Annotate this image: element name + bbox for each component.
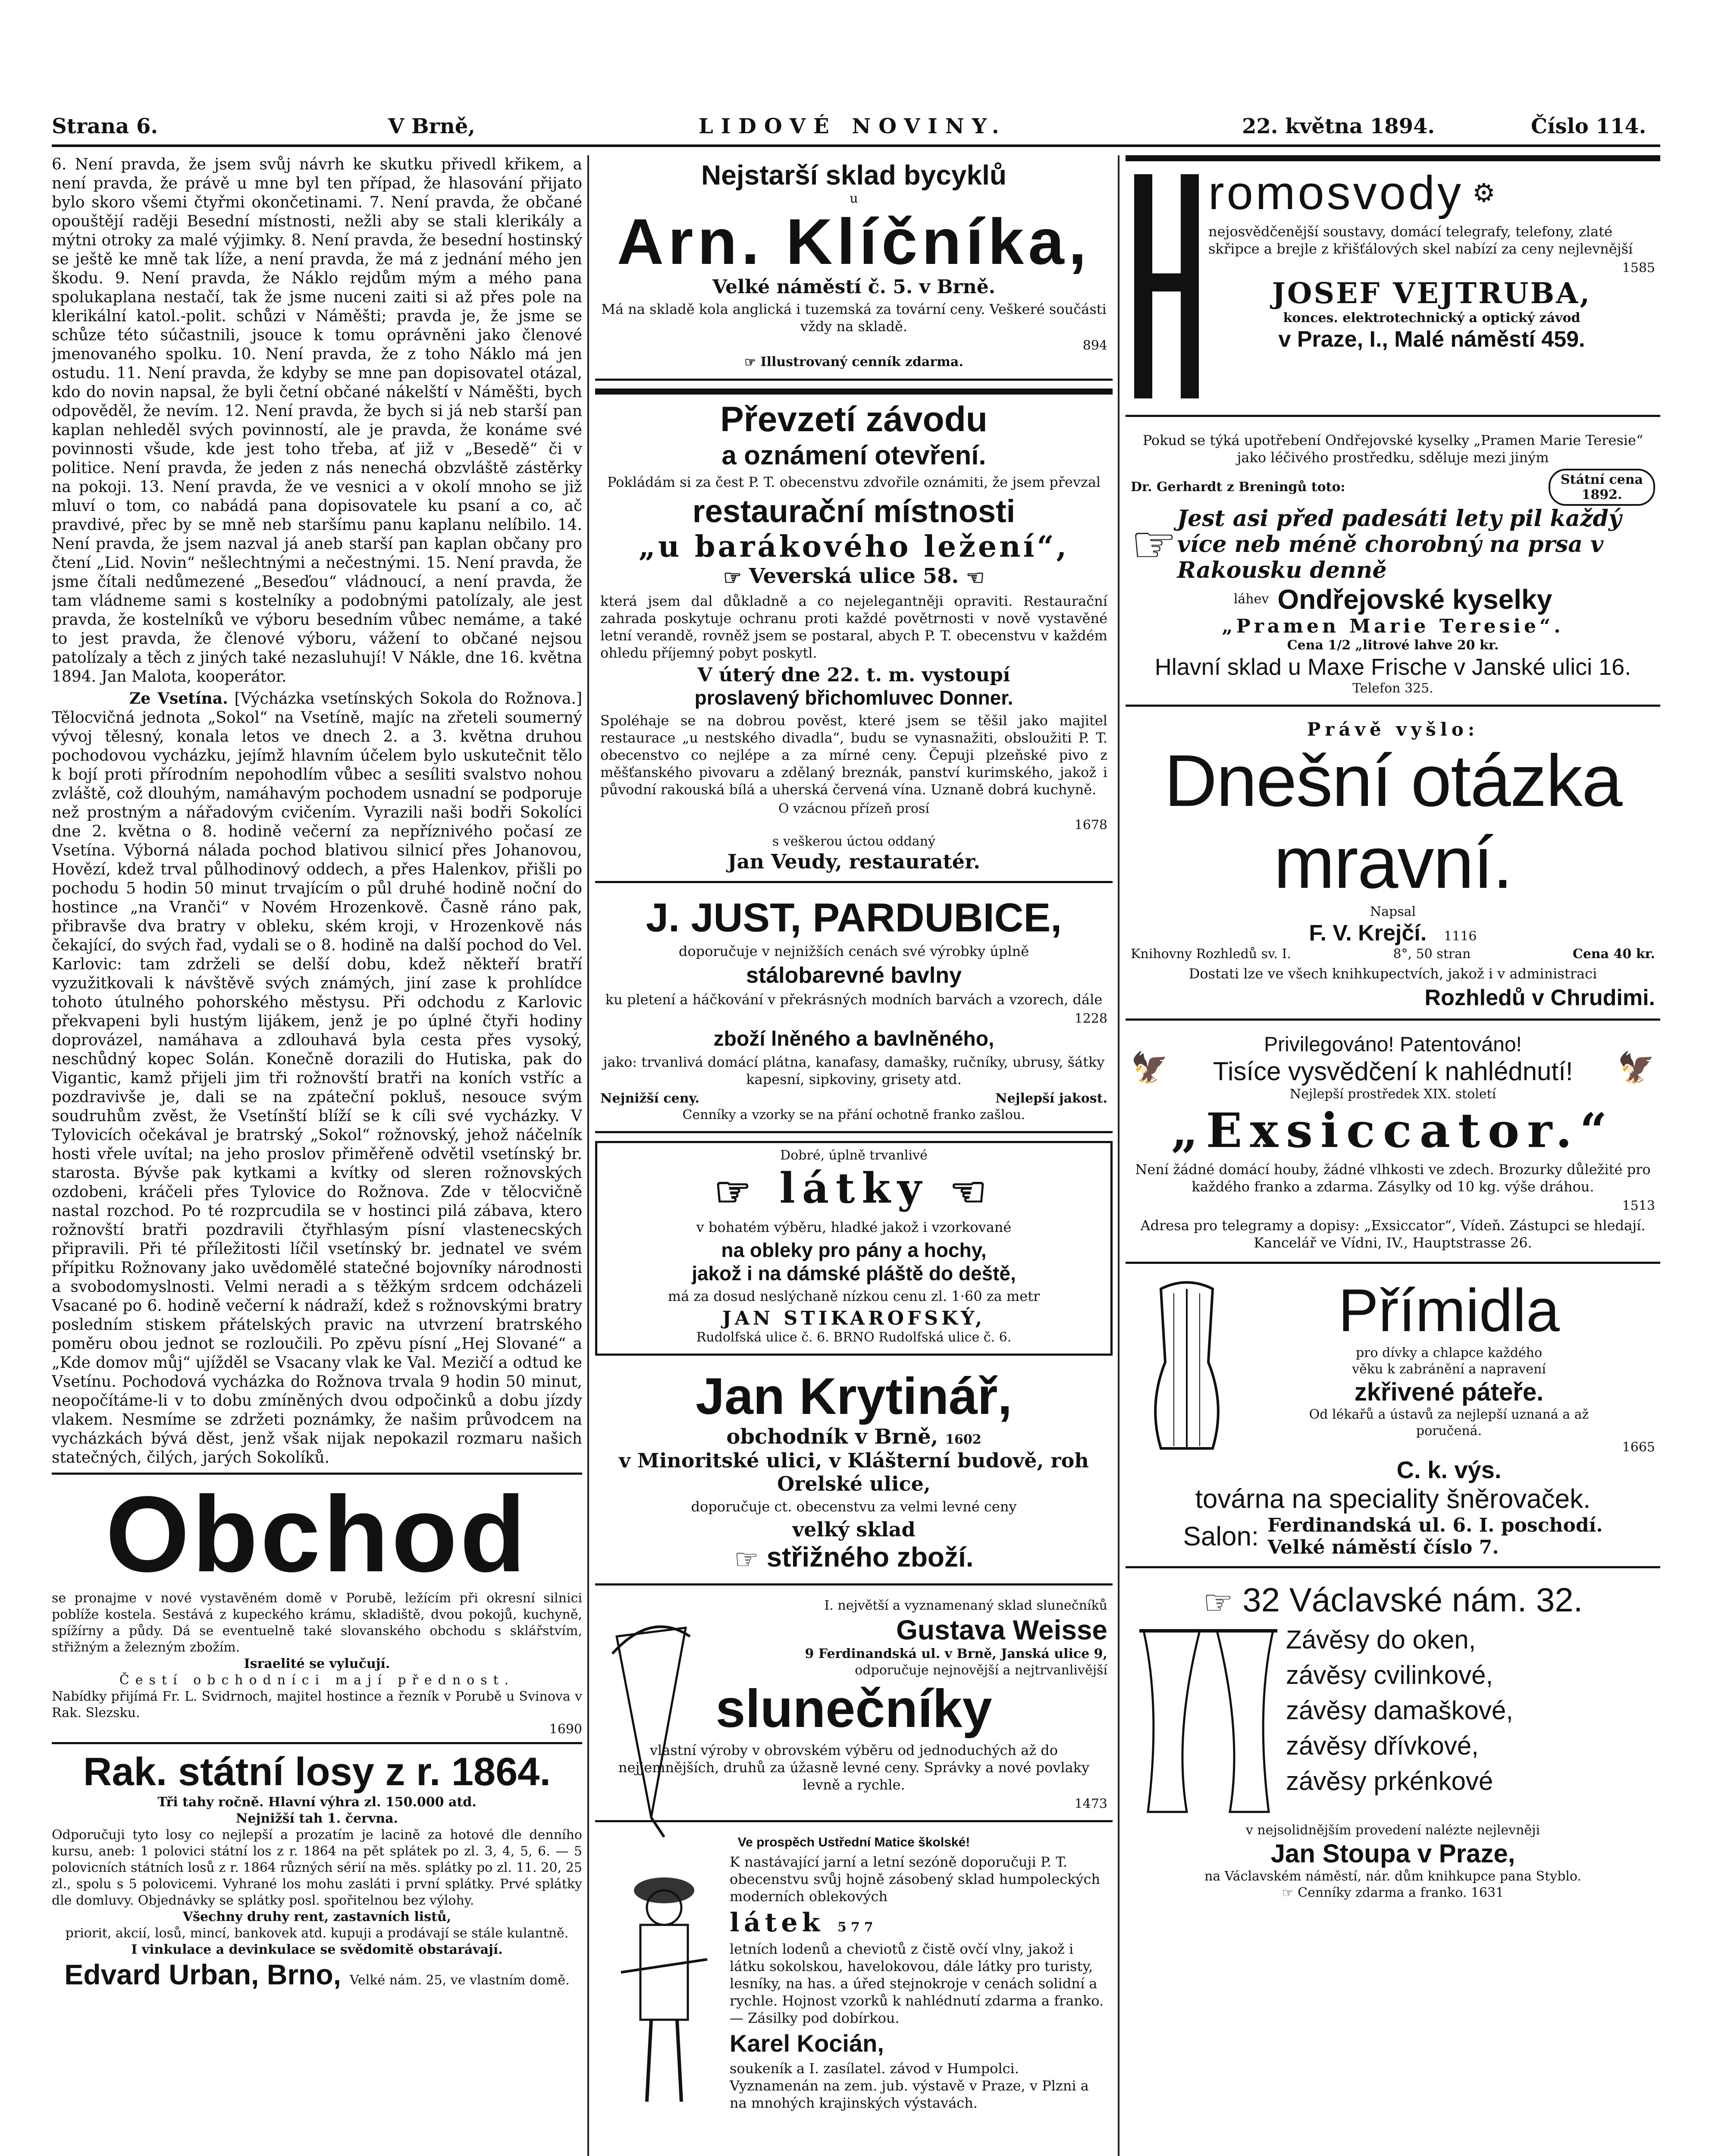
- ad-title: Přímidla: [1338, 1276, 1560, 1344]
- ad-line: jakož i na dámské pláště do deště,: [692, 1262, 1016, 1285]
- ad-weisse: [595, 1593, 1113, 1822]
- ad-line: láhev: [1233, 592, 1269, 607]
- ad-firm: Jan Stoupa v Praze,: [1270, 1839, 1515, 1868]
- ad-text: K nastávající jarní a letní sezóně doporučuji P. T. obecenstvu svůj hojně zásobený sklad humpoleckých moderních oblekových: [730, 1853, 1101, 1905]
- ad-number: 1665: [1622, 1440, 1655, 1455]
- ad-address: Velké nám. 25, ve vlastním domě.: [350, 1973, 570, 1988]
- ad-text: doporučuje v nejnižších cenách své výrobky úplně: [678, 943, 1029, 959]
- ad-line: priorit, akcií, losů, mincí, bankovek atd. kupuji a prodávají se stále kulantně.: [65, 1926, 569, 1941]
- ad-line: Cenníky a vzorky se na přání ochotně franko zašlou.: [682, 1107, 1025, 1122]
- ad-heading: Ve prospěch Ustřední Matice školské!: [737, 1835, 970, 1849]
- ad-address: ☞ 32 Václavské nám. 32.: [1203, 1581, 1583, 1621]
- ad-line: Nejnižší tah 1. června.: [236, 1811, 398, 1826]
- ad-text: se pronajme v nové vystavěném domě v Porubě, ležícím při okresní silnici poblíže kostela. Sestává z kupeckého krámu, skladiště, dvou pokojů, kuchyně, spížírny a půdy. Dá se eventuelně také slovanského obchodu s sklářstvím, střižným a železným zbožím.: [52, 1591, 582, 1655]
- ad-text: doporučuje ct. obecenstvu za velmi levné ceny: [691, 1498, 1017, 1515]
- ad-title: Jan Krytinář,: [696, 1367, 1012, 1426]
- ad-title: restaurační místnosti: [692, 493, 1016, 529]
- pointing-hand-icon: ☞: [1282, 1885, 1294, 1901]
- ad-line: 8°, 50 stran: [1393, 946, 1471, 962]
- gear-icon: ⚙: [1472, 178, 1496, 208]
- ad-line: s veškerou úctou oddaný: [772, 834, 935, 849]
- ad-line: Dr. Gerhardt z Breningů toto:: [1131, 479, 1345, 495]
- ad-otazka: [1126, 714, 1660, 1021]
- ad-restaurant: [595, 389, 1113, 883]
- ad-address: Rudolfská ulice č. 6. BRNO Rudolfská ulice č. 6.: [696, 1330, 1012, 1345]
- ad-number: 1513: [1622, 1198, 1655, 1213]
- ad-title: Dnešní otázka mravní.: [1164, 740, 1622, 904]
- column-divider: [587, 155, 589, 2156]
- ad-line: Cena 40 kr.: [1572, 946, 1655, 962]
- curtain-icon: [1131, 1622, 1286, 1822]
- issue-date: 22. května 1894.: [1242, 114, 1435, 138]
- ad-text: jako: trvanlivá domácí plátna, kanafasy, damašky, ručníky, ubrusy, šátky kapesní, sipkoviny, grisety atd.: [603, 1053, 1105, 1087]
- ad-line: konces. elektrotechnický a optický závod: [1283, 310, 1580, 326]
- ad-title: látek 577: [730, 1907, 878, 1938]
- ad-line: Nejlepší jakost.: [995, 1091, 1107, 1106]
- ad-line: věku k zabránění a napravení: [1352, 1362, 1546, 1377]
- column-right: [1126, 155, 1660, 2156]
- ad-losy: [52, 1742, 582, 1991]
- ad-latky: [595, 1141, 1113, 1356]
- ad-firm: Jan Veudy, restauratér.: [727, 849, 981, 873]
- ad-title: Nejstarší sklad bycyklů: [701, 160, 1007, 191]
- ad-number: 1602: [945, 1432, 981, 1448]
- ad-text: vlastní výroby v obrovském výběru od jednoduchých až do nejjemnějších, druhů za úžasně levné ceny. Správky a nové povlaky levně a rychle.: [618, 1742, 1090, 1793]
- ad-line: Israelité se vylučují.: [244, 1656, 390, 1671]
- letter-h-emblem-icon: [1134, 174, 1199, 398]
- ad-line: Telefon 325.: [1352, 681, 1433, 696]
- ad-text: nejosvědčenější soustavy, domácí telegrafy, telefony, zlaté skřipce a brejle z křišťálových skel nabízí za ceny nejlevnější: [1208, 223, 1633, 257]
- column-divider: [1118, 155, 1119, 2156]
- corset-icon: [1131, 1276, 1243, 1484]
- article-vsetin: Ze Vsetína. [Výcházka vsetínských Sokola do Rožnova.] Tělocvičná jednota „Sokol“ na Vsetíně, majíc na zřeteli soumerný vývoj tělesný, konala letos ve dnech 2. a 3. května druhou pochodovou vycházku, jejímž hlavním účelem bylo uskutečnit tělo k bojí proti přírodním nepohodlím vůbec a sesíliti svalstvo nohou zvláště, což dlouhým, namáhavým pochodem usnadní se podporuje než prostným a nářadovým cvičením. Vyrazili naši bodři Sokolíci dne 2. května o 8. hodině večerní za nepříznivého počasí ze Vsetína. Výborná nálada pochod blativou silnicí přes Johanovou, Hovězí, kdež trval půlhodinový oddech, a přes Halenkov, přišli po pochodu 5 hodin 50 minut trvajícím o půl druhé hodině noční do hostince „na Vranči“ v Novém Hrozenkově. Časně ráno pak, přibravše dva bratry v obleku, ském kroji, v Hrozenkově nás čekající, do svých řad, vydali se o 8. hodině na další pochod do Vel. Karlovic: tam zdrželi se delší dobu, kdež někteří bratří vyzužitkovali k návštěvě svých známých, jiní zase k prohlídce tohoto útulného pohorského městysu. Při odchodu z Karlovic překvapeni byli hustým lijákem, jenž je po úplné čtyři hodiny doprovázel, namáhava a zdlouhavá byla cesta přes vysoký, neschůdný kopec Solán. Konečně dorazili do Hutiska, pak do Vigantic, kamž přijeli jim tři rožnovští bratři na koních vstříc a pozdravivše je, dali se na zpáteční pokluš, nesouce svým soudruhům zvěst, že Vsetínští blíží se k cíli své vycházky. V Tylovicích očekával je bratrský „Sokol“ rožnovský, jehož náčelník hosti vřele uvítal; na jeho proslov přiměřeně odvětil vsetínský br. starosta. Bývše pak kytkami a kvítky od sleren rožnovských ozdobeni, kráčeli přes Tylovice do Rožnova. Zde v tělocvičně nastal rozchod. Po té rozprcudila se v hostinci pilá zábava, ktero rožnovští bratři pozdravili čtyřhlasým písní vlastenecských připravili. Při té příležitosti líčil vsetínský br. jednatel ve svém přípitku Rožnovany jako uvědomělé statečné bojovníky národnosti a svobodomyslnosti. Velmi neradi a s těžkým srdcem odcházeli Vsacané po 6. hodině večerní k nádraží, kdež s rožnovskými bratry posledním stiskem přátelských pravic na utvrzení bratrského poměru obou jednot se rozloučili. Po zpěvu písní „Hej Slované“ a „Kde domov můj“ ujížděl se Vsacany vlak ke Val. Mezičí a odtud ke Vsetínu. Pochodová vycházka do Rožnova trvala 9 hodin 50 minut, neopočítáme-li v to dobu zmíněných dvou odpočinků a dobu jízdy vlakem. Nesmíme se zdržeti poznámky, že našim průvodcem na vycházkách bývá děst, jenž však nijak nepokazil rozmaru našich statečných, čilých, jarých Sokolíků.: [52, 689, 582, 1467]
- ad-line: Hlavní sklad u Maxe Frische v Janské ulici 16.: [1154, 654, 1631, 680]
- ad-line: Cena 1/2 „litrové lahve 20 kr.: [1287, 638, 1499, 653]
- ad-address: Velké náměstí č. 5. v Brně.: [712, 276, 996, 298]
- ad-text: soukeník a I. zasílatel. závod v Humpolci. Vyznamenán na zem. jub. výstavě v Praze, v Plzni a na mnohých krajinských výstavách.: [730, 2060, 1089, 2111]
- ad-line: Napsal: [1370, 904, 1416, 919]
- ad-line: Nejnižší ceny.: [600, 1091, 699, 1106]
- ad-line: Nejlepší prostředek XIX. století: [1289, 1087, 1496, 1102]
- ad-text: Odporučuji tyto losy co nejlepší a prozatím je lacině za hotové dle denního kursu, aneb: 1 polovici státní los z r. 1864 na pět splátek po zl. 3, 4, 5, 6. — 5 polovicních státních losů z r. 1864 různých sérií na měs. splátky po zl. 11. 20, 25 zl., spolu s 5 polovicemi. Vyhrané los mohu zasláti i první splátky. Prvé splátky dle domluvy. Objednávky se splátky posl. spořitelnou bez výlohy.: [52, 1827, 582, 1908]
- ad-number: 1631: [1471, 1885, 1504, 1900]
- ad-exsiccator: [1126, 1028, 1660, 1264]
- pointing-hand-icon: ☞: [714, 1167, 758, 1216]
- ad-firm: JAN STIKAROFSKÝ,: [722, 1307, 986, 1330]
- ad-text: Pokládám si za čest P. T. obecenstvu zdvořile oznámiti, že jsem převzal: [607, 474, 1101, 490]
- ad-text: má za dosud neslýchaně nízkou cenu zl. 1·60 za metr: [668, 1288, 1040, 1305]
- ad-line: Privilegováno! Patentováno!: [1264, 1033, 1522, 1056]
- pointing-hand-icon: ☞: [1203, 1583, 1233, 1621]
- ad-line: Právě vyšlo:: [1307, 719, 1479, 740]
- ad-obchod: [52, 1473, 582, 1738]
- column-left: [52, 155, 582, 2156]
- ad-line: v nejsolidnějším provedení nalézte nejlevněji: [1245, 1822, 1540, 1838]
- parasol-icon: [599, 1602, 703, 1843]
- ad-firm: Karel Kocián,: [730, 2029, 884, 2057]
- ad-address: ☞ Veverská ulice 58. ☜: [723, 564, 985, 590]
- ad-firm: Edvard Urban, Brno,: [64, 1959, 342, 1990]
- ad-title: Převzetí závodu: [720, 400, 988, 439]
- ad-bicycles: [595, 155, 1113, 381]
- pointing-hand-icon: ☜: [950, 1167, 994, 1216]
- coat-of-arms-icon: 🦅: [1617, 1050, 1655, 1085]
- ad-title: J. JUST, PARDUBICE,: [646, 894, 1062, 940]
- ad-number: 1585: [1622, 260, 1655, 276]
- ad-line: u: [850, 191, 858, 206]
- ad-title: Obchod: [105, 1474, 529, 1594]
- ad-line: Tři tahy ročně. Hlavní výhra zl. 150.000 atd.: [157, 1795, 477, 1810]
- ad-address: Velké náměstí číslo 7.: [1267, 1536, 1499, 1558]
- ad-line: závěsy dřívkové,: [1286, 1731, 1479, 1760]
- ad-line: Všechny druhy rent, zastavních listů,: [182, 1909, 452, 1924]
- ad-subtitle: a oznámení otevření.: [721, 441, 986, 470]
- ad-line: závěsy cvilinkové,: [1286, 1660, 1493, 1689]
- ad-text: Adresa pro telegramy a dopisy: „Exsiccator“, Vídeň. Zástupci se hledají. Kancelář ve Vídni, IV., Hauptstrasse 26.: [1140, 1217, 1646, 1251]
- ad-line: velký sklad: [792, 1518, 916, 1542]
- pointing-hand-icon: ☞: [734, 1543, 759, 1575]
- ad-matice: [595, 1830, 1113, 2122]
- ad-line: Závěsy do oken,: [1286, 1625, 1476, 1654]
- ad-line: I. největší a vyznamenaný sklad slunečníků: [824, 1598, 1107, 1613]
- ad-line: závěsy damaškové,: [1286, 1695, 1513, 1725]
- page-number: Strana 6.: [52, 114, 158, 138]
- ad-line: zkřivené páteře.: [1354, 1378, 1544, 1406]
- ad-line: Od lékařů a ústavů za nejlepší uznaná a až: [1309, 1407, 1589, 1422]
- ad-quote: Jest asi před padesáti lety pil každý více neb méně chorobný na prsa v Rakousku denně: [1177, 505, 1622, 583]
- ad-line: Knihovny Rozhledů sv. I.: [1131, 946, 1291, 962]
- ad-line: proslavený břichomluvec Donner.: [694, 686, 1013, 709]
- ad-text: Dostati lze ve všech knihkupectvích, jakož i v administraci: [1188, 965, 1597, 982]
- article-heading: Ze Vsetína.: [129, 689, 228, 708]
- ad-line: na obleky pro pány a hochy,: [721, 1239, 987, 1262]
- ad-title: „u barákového ležení“,: [638, 530, 1069, 564]
- ad-title: slunečníky: [715, 1679, 992, 1739]
- ad-line: stálobarevné bavlny: [746, 962, 962, 988]
- ad-address: na Václavském náměstí, nár. dům knihkupce pana Styblo.: [1204, 1868, 1581, 1884]
- ad-firm: Arn. Klíčníka,: [617, 205, 1091, 278]
- ad-just: [595, 891, 1113, 1133]
- ad-address: v Minoritské ulici, v Klášterní budově, roh Orelské ulice,: [619, 1449, 1089, 1496]
- ad-text: ku pletení a háčkování v překrásných modních barvách a vzorech, dále: [605, 991, 1103, 1008]
- ad-number: 894: [1082, 338, 1107, 353]
- ad-line: Salon:: [1183, 1521, 1259, 1551]
- ad-number: 1473: [1074, 1796, 1107, 1811]
- ad-line: poručená.: [1416, 1423, 1482, 1438]
- ad-number: 1116: [1444, 929, 1477, 944]
- column-middle: [595, 155, 1113, 2156]
- ad-number: 1228: [1074, 1011, 1107, 1026]
- ad-text: Pokud se týká upotřebení Ondřejovské kyselky „Pramen Marie Teresie“ jako léčivého prostředku, sděluje mezi jiným: [1142, 432, 1643, 466]
- coat-of-arms-icon: 🦅: [1131, 1050, 1169, 1085]
- ad-text: Má na skladě kola anglická i tuzemská za tovární ceny. Veškeré součásti vždy na skladě.: [601, 301, 1107, 335]
- ad-text: v bohatém výběru, hladké jakož i vzorkované: [696, 1219, 1012, 1236]
- ad-motto: Čestí obchodníci mají přednost.: [119, 1673, 515, 1688]
- ad-hromosvody: [1126, 155, 1660, 417]
- ad-number: 1678: [1074, 817, 1107, 833]
- pointing-hand-icon: ☞: [1131, 514, 1177, 575]
- newspaper-title: LIDOVÉ NOVINY.: [699, 114, 1007, 138]
- ad-text: Spoléhaje se na dobrou pověst, které jsem se těšil jako majitel restaurace „u nestského divadla“, budu se vynasnažiti, obsloužiti P. T. obecenstvo co nejlépe a za mírné ceny. Čepuji plzeňské pivo z měšťanského pivovaru a zdělaný breznák, panství kurimského, jakož i původní rakouská bílá a uherská červená vína. Uznaně dobrá kuchyně.: [600, 712, 1107, 798]
- ad-title: romosvody: [1208, 166, 1464, 219]
- place-label: V Brně,: [388, 114, 475, 138]
- ad-address: 9 Ferdinandská ul. v Brně, Janská ulice 9,: [805, 1646, 1107, 1661]
- ad-line: O vzácnou přízeň prosí: [778, 801, 929, 816]
- ad-line: Rozhledů v Chrudimi.: [1424, 985, 1655, 1010]
- ad-line: pro dívky a chlapce každého: [1355, 1345, 1543, 1360]
- ad-title: Rak. státní losy z r. 1864.: [83, 1750, 551, 1794]
- ad-address: Ferdinandská ul. 6. I. poschodí.: [1267, 1514, 1603, 1536]
- ad-text: která jsem dal důkladně a co nejelegantněji opraviti. Restaurační zahrada poskytuje ochranu proti každé povětrnosti v nově vystavěné letní verandě, rovněž jsem se postaral, abych P. T. obecenstvu v každém ohledu příjemný pobyt poskytl.: [600, 592, 1107, 661]
- ad-ondrejov: [1126, 425, 1660, 707]
- ad-line: V úterý dne 22. t. m. vystoupí: [697, 664, 1010, 686]
- page-header: [52, 110, 1660, 147]
- ad-title: ☞ látky ☜: [714, 1163, 994, 1216]
- ad-title: Ondřejovské kyselky: [1277, 584, 1552, 615]
- ad-firm: F. V. Krejčí.: [1309, 921, 1427, 946]
- hunter-figure-icon: [604, 1860, 724, 2110]
- ad-line: ☞ Illustrovaný cenník zdarma.: [744, 354, 963, 370]
- ad-line: I vinkulace a devinkulace se svědomitě obstarávají.: [131, 1942, 503, 1957]
- ad-text: letních lodenů a cheviotů z čistě ovčí vlny, jakož i látku sokolskou, havelokovou, dále látky pro turisty, lesníky, na has. a úřed stejnokroje v cenách solidní a rychle. Hojnost vzorků k nahlédnutí zdarma a franko. — Zásilky pod dobírkou.: [730, 1940, 1104, 2026]
- ad-number: 577: [837, 1919, 878, 1935]
- ad-line: odporučuje nejnovější a nejtrvanlivější: [855, 1662, 1107, 1678]
- pointing-hand-icon: ☜: [966, 565, 985, 590]
- ad-title: „Exsiccator.“: [1171, 1103, 1615, 1158]
- ad-text: Není žádné domácí houby, žádné vlhkosti ve zdech. Brozurky důležité pro každého franko a zdarma. Zásylky od 10 kg. výše dráhou.: [1135, 1161, 1651, 1195]
- ad-line: C. k. výs.: [1396, 1456, 1502, 1483]
- ad-contact: Nabídky přijímá Fr. L. Svidrnoch, majitel hostince a řezník v Porubě u Svinova v Rak. Slezsku.: [52, 1689, 582, 1720]
- ad-line: ☞ Cenníky zdarma a franko. 1631: [1282, 1885, 1504, 1901]
- ad-line: ☞ střižného zboží.: [734, 1542, 974, 1575]
- ad-firm: Gustava Weisse: [896, 1614, 1107, 1645]
- pointing-hand-icon: ☞: [744, 355, 756, 370]
- ad-line: Dobré, úplně trvanlivé: [780, 1147, 928, 1163]
- ad-address: v Praze, I., Malé náměstí 459.: [1278, 327, 1585, 352]
- ad-primidla: [1126, 1272, 1660, 1568]
- award-stamp: Státní cena 1892.: [1549, 469, 1655, 506]
- ad-line: Tisíce vysvědčení k nahlédnutí!: [1213, 1057, 1573, 1086]
- article-nakel: 6. Není pravda, že jsem svůj návrh ke skutku přivedl křikem, a není pravda, že právě u mne byl ten případ, že hlasování přijato bylo skoro všemi čtyřmi okončetinami. 7. Není pravda, že občané opouštějí raději Besední místnosti, nežli aby se stali klerikály a mýtni otroky za malé výjimky. 8. Není pravda, že besední hostinský se ještě ke mně tak líže, a není pravda, že má z jednání mého jen škodu. 9. Není pravda, že Náklo rejdům mým a mého pana spolukaplana nestačí, tak že jsme nuceni zaiti si až přes pole na klerikální katol.-polit. schůzi v Náměšti; pravda je, že jsme se schůze této súčastnili, jsouce k tomu oprávněni jako členové jmenovaného spolku. 10. Není pravda, že z toho Náklo má jen ostudu. 11. Není pravda, že kdyby se mne pan dopisovatel otázal, kdo do novin napsal, že byli četní občané nákelští v Náměšti, bych odpověděl, že nevím. 12. Není pravda, že bych si já neb starší pan kaplan nehleděl svých povinností, ale je pravda, že konáme své povinnosti všude, kde jest toho třeba, ať již v „Besedě“ či v politice. Není pravda, že jeden z nás nenechá obzvláště zástěrky na pokoji. 13. Není pravda, že ve vesnici a v okolí mnoho se již mluví o tom, co nabádá pana dopisovatele ku psaní a co, ač pravdivé, přec by se mně neb staršímu panu kaplanu nelíbilo. 14. Není pravda, že jsem nazval já aneb starší pan kaplan občany pro čtení „Lid. Novin“ nešlechtnými a nečestnými. 15. Není pravda, že jsme čítali nedůmezené „Beseďou“ vládnoucí, a není pravda, že tam vládneme sami s kostelníky a podobnými patolízaly, ale jest pravda, že kostelníků ve výboru besedním vůbec nemáme, a také to jest pravda, že členové výboru, vážení to občané nejsou patolízaly a těch z jiných také nezasluhují! V Nákle, dne 16. května 1894. Jan Malota, kooperátor.: [52, 156, 582, 686]
- ad-line: „Pramen Marie Teresie“.: [1222, 615, 1564, 637]
- ad-line: zboží lněného a bavlněného,: [713, 1027, 994, 1050]
- ad-firm: JOSEF VEJTRUBA,: [1272, 276, 1592, 310]
- ad-number: 1690: [549, 1722, 582, 1737]
- ad-subtitle: obchodník v Brně, 1602: [726, 1425, 981, 1449]
- ad-stoupa: [1126, 1576, 1660, 1909]
- ad-line: závěsy prkénkové: [1286, 1766, 1493, 1796]
- pointing-hand-icon: ☞: [723, 565, 742, 590]
- ad-krytinar: [595, 1363, 1113, 1586]
- issue-number: Číslo 114.: [1531, 114, 1646, 138]
- ad-line: továrna na speciality šněrovaček.: [1195, 1484, 1591, 1514]
